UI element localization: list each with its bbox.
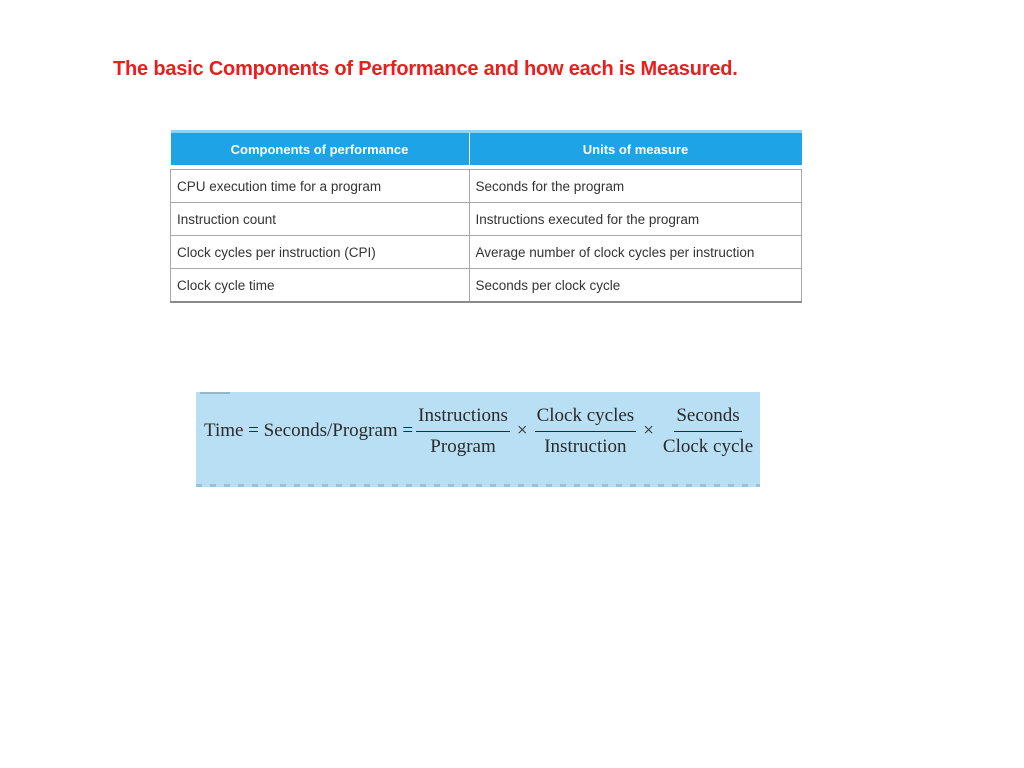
cropped-text-fragment-top: [200, 392, 230, 394]
component-cell: CPU execution time for a program: [171, 170, 470, 203]
table-row: [171, 203, 802, 236]
table-row: [171, 269, 802, 303]
fraction-cycles-per-instruction: [535, 405, 637, 458]
component-cell: Clock cycles per instruction (CPI): [171, 236, 470, 269]
header-components: Components of performance: [171, 132, 470, 166]
component-cell: Clock cycle time: [171, 269, 470, 303]
fraction-numerator: Seconds: [674, 405, 741, 432]
performance-equation-box: [196, 392, 760, 487]
fraction-numerator: Instructions: [416, 405, 510, 432]
fraction-denominator: Program: [430, 435, 496, 457]
unit-cell: Average number of clock cycles per instruction: [469, 236, 802, 269]
performance-components-table: [170, 130, 802, 303]
header-units: Units of measure: [469, 132, 802, 166]
slide-title: The basic Components of Performance and how each is Measured.: [113, 58, 738, 80]
component-cell: Instruction count: [171, 203, 470, 236]
table-row: [171, 236, 802, 269]
unit-cell: Seconds per clock cycle: [469, 269, 802, 303]
cropped-text-fragment-bottom: [196, 484, 760, 487]
multiply-sign: ×: [516, 420, 528, 441]
unit-cell: Instructions executed for the program: [469, 203, 802, 236]
fraction-numerator: Clock cycles: [535, 405, 637, 432]
fraction-denominator: Instruction: [544, 435, 627, 457]
table-row: [171, 170, 802, 203]
unit-cell: Seconds for the program: [469, 170, 802, 203]
fraction-instructions-per-program: [416, 405, 510, 458]
equation-lhs: Time = Seconds/Program =: [204, 420, 414, 441]
fraction-denominator: Clock cycle: [662, 435, 754, 457]
table-header-row: [171, 132, 802, 166]
multiply-sign: ×: [643, 420, 654, 441]
fraction-seconds-per-cycle: [661, 405, 755, 458]
performance-equation: [204, 402, 758, 460]
